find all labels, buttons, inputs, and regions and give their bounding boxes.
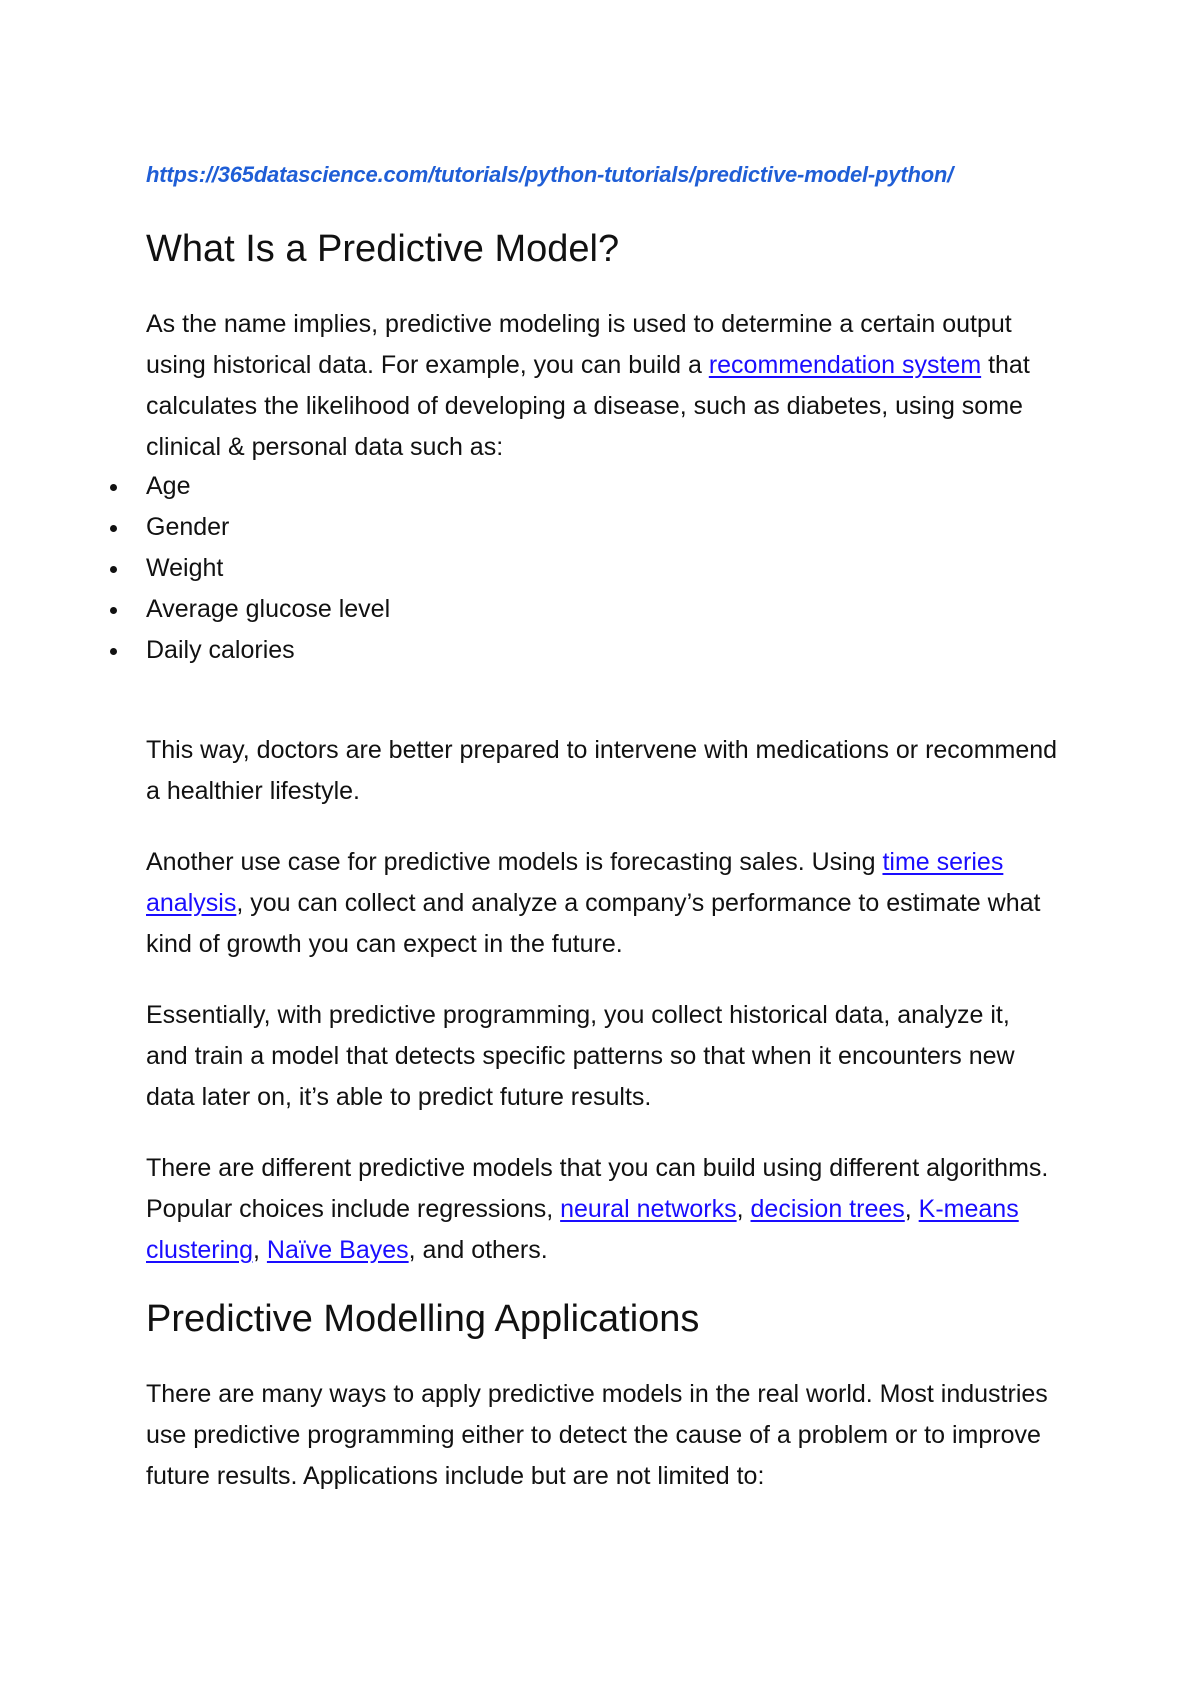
heading-what-is-predictive-model: What Is a Predictive Model? [146, 228, 620, 270]
separator: , [253, 1236, 267, 1264]
separator: , [736, 1195, 751, 1223]
time-series-analysis-link[interactable]: time series analysis [146, 848, 1004, 917]
intro-text-1: As the name implies, predictive modeling is used to determine a certain output using historical data. For example, you can build a [146, 310, 1012, 379]
bullet-icon [110, 525, 117, 532]
decision-trees-link[interactable]: decision trees [750, 1195, 905, 1223]
naive-bayes-link[interactable]: Naïve Bayes [266, 1236, 409, 1264]
list-item [146, 548, 1058, 589]
bullet-icon [110, 484, 117, 491]
list-item [146, 466, 1058, 507]
list-item-label: Gender [146, 513, 230, 541]
feature-list [146, 466, 1058, 671]
applications-paragraph: There are many ways to apply predictive models in the real world. Most industries use predictive programming either to detect the cause of a problem or to improve future results. Applications include but are not limited to: [146, 1380, 1048, 1490]
list-item [146, 630, 1058, 671]
recommendation-system-link[interactable]: recommendation system [708, 351, 982, 379]
k-means-clustering-link[interactable]: K-means clustering [146, 1195, 1019, 1264]
list-item [146, 507, 1058, 548]
list-item [146, 589, 1058, 630]
intro-text-2: that calculates the likelihood of developing a disease, such as diabetes, using some clinical & personal data such as: [146, 351, 1030, 461]
bullet-icon [110, 648, 117, 655]
neural-networks-link[interactable]: neural networks [560, 1195, 737, 1223]
forecasting-paragraph [146, 842, 1058, 965]
list-item-label: Weight [146, 554, 224, 582]
list-item-label: Daily calories [146, 636, 295, 664]
list-item-label: Age [146, 472, 191, 500]
doctors-paragraph: This way, doctors are better prepared to intervene with medications or recommend a healthier lifestyle. [146, 736, 1058, 805]
forecasting-text-1: Another use case for predictive models is forecasting sales. Using [146, 848, 883, 876]
separator: , [904, 1195, 919, 1223]
algorithms-paragraph [146, 1148, 1058, 1271]
list-item-label: Average glucose level [146, 595, 391, 623]
intro-paragraph [146, 304, 1058, 468]
bullet-icon [110, 607, 117, 614]
algorithms-text-2: , and others. [408, 1236, 548, 1264]
heading-predictive-modelling-applications: Predictive Modelling Applications [146, 1298, 700, 1340]
forecasting-text-2: , you can collect and analyze a company’s performance to estimate what kind of growth you can expect in the future. [146, 889, 1041, 958]
algorithms-text-1: There are different predictive models that you can build using different algorithms. Popular choices include regressions, [146, 1154, 1049, 1223]
bullet-icon [110, 566, 117, 573]
essentially-paragraph: Essentially, with predictive programming, you collect historical data, analyze it, and train a model that detects specific patterns so that when it encounters new data later on, it’s able to predict future results. [146, 1001, 1015, 1111]
source-url-link[interactable]: https://365datascience.com/tutorials/python-tutorials/predictive-model-python/ [146, 162, 954, 187]
